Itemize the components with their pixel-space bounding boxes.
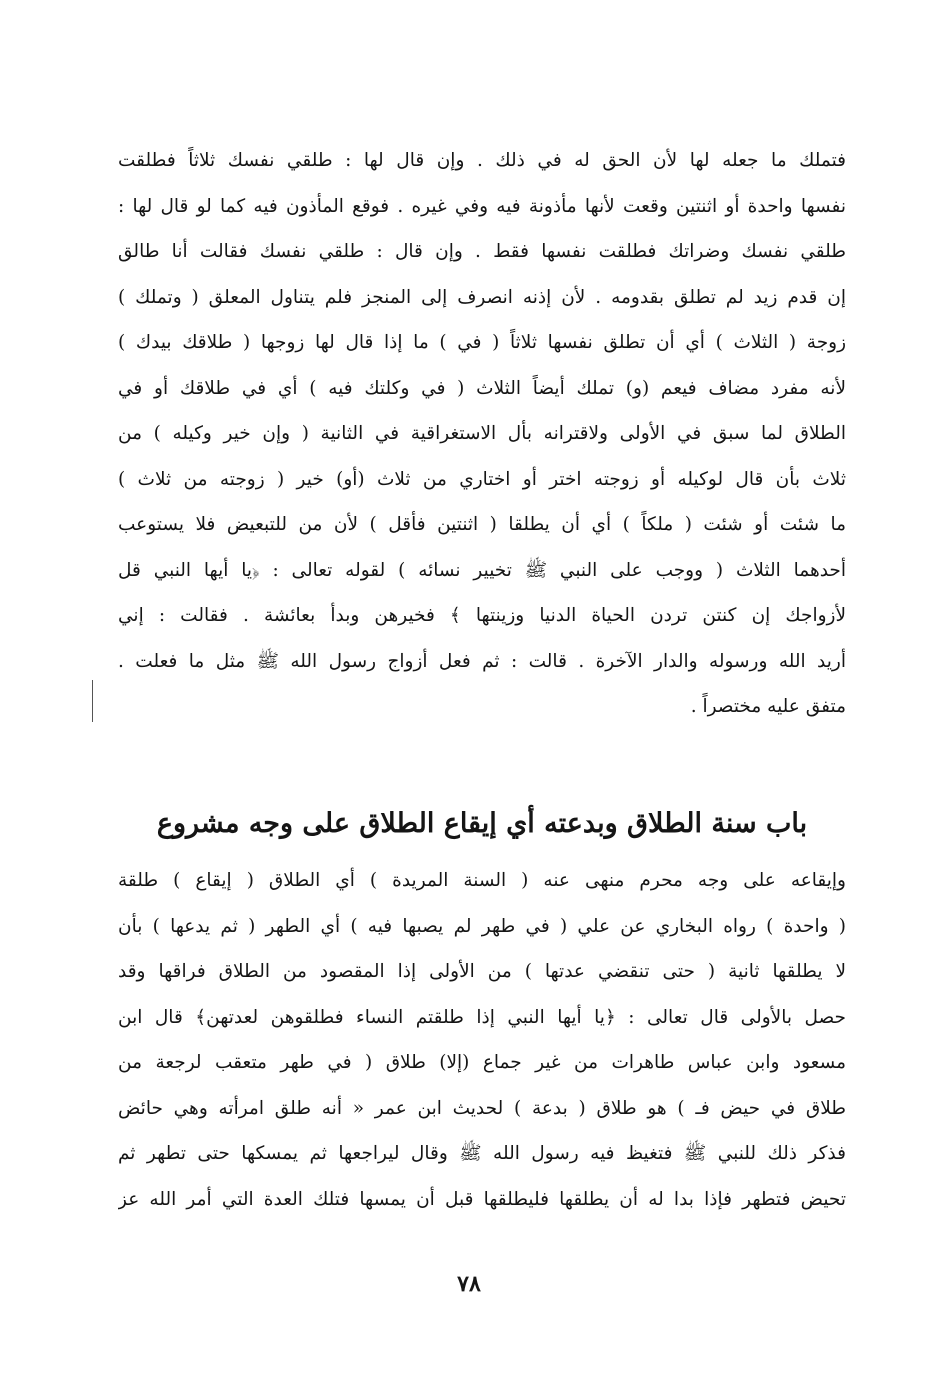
text-line: لا يطلقها ثانية ( حتى تنقضي عدتها ) من الأولى إذا المقصود من الطلاق فراقها وقد	[118, 961, 846, 982]
text-line: مسعود وابن عباس طاهرات من غير جماع (إلا) طلاق ( في طهر متعقب لرجعة من	[118, 1052, 846, 1073]
text-line: أحدهما الثلاث ( ووجب على النبي ﷺ تخيير نسائه ) لقوله تعالى : ﴿يا أيها النبي قل	[118, 559, 846, 581]
text-line: تحيض فتطهر فإذا بدا له أن يطلقها فليطلقها قبل أن يمسها فتلك العدة التي أمر الله عز	[118, 1188, 846, 1210]
margin-rule	[92, 680, 93, 722]
text-line: فتملك ما جعله لها لأن الحق له في ذلك . وإن قال لها : طلقي نفسك ثلاثاً فطلقت	[118, 150, 846, 171]
text-line: إن قدم زيد لم تطلق بقدومه . لأن إذنه انصرف إلى المنجز فلم يتناول المعلق ( وتملك )	[118, 286, 846, 308]
text-line: لأزواجك إن كنتن تردن الحياة الدنيا وزينتها ﴾ فخيرهن وبدأ بعائشة . فقالت : إني	[118, 605, 846, 626]
section-title: باب سنة الطلاق وبدعته أي إيقاع الطلاق على وجه مشروع	[156, 808, 808, 839]
text-line: لأنه مفرد مضاف فيعم (و) تملك أيضاً الثلاث ( في وكلتك فيه ) أي في طلاقك أو في	[118, 377, 846, 399]
text-line: ( واحدة ) رواه البخاري عن علي ( في طهر لم يصبها فيه ) أي الطهر ( ثم يدعها ) بأن	[118, 915, 846, 937]
text-line: ما شئت أو شئت ( ملكاً ) أي أن يطلقا ( اثنتين فأقل ) لأن من للتبعيض فلا يستوعب	[118, 514, 846, 535]
page-number: ٧٨	[457, 1271, 481, 1297]
text-line: متفق عليه مختصراً .	[690, 696, 846, 717]
text-line: أريد الله ورسوله والدار الآخرة . قالت : ثم فعل أزواج رسول الله ﷺ مثل ما فعلت .	[118, 650, 846, 672]
text-line: نفسها واحدة أو اثنتين وقعت لأنها مأذونة فيه وفي غيره . فوقع المأذون فيه كما لو قال لها :	[118, 195, 846, 217]
top-paragraph	[118, 138, 846, 730]
text-line: وإيقاعه على وجه محرم منهى عنه ( السنة المريدة ) أي الطلاق ( إيقاع ) طلقة	[118, 870, 846, 891]
text-line: حصل بالأولى قال تعالى : ﴿يا أيها النبي إذا طلقتم النساء فطلقوهن لعدتهن﴾ قال ابن	[118, 1006, 846, 1028]
text-line: الطلاق لما سبق في الأولى ولاقترانه بأل الاستغراقية في الثانية ( وإن خير وكيله ) من	[118, 423, 846, 444]
text-line: زوجة ( الثلاث ) أي أن تطلق نفسها ثلاثاً ( في ) ما إذا قال لها زوجها ( طلاقك بيدك )	[118, 332, 846, 353]
text-line: طلاق في حيض فـ ) هو طلاق ( بدعة ) لحديث ابن عمر « أنه طلق امرأته وهي حائض	[118, 1097, 846, 1119]
text-line: طلقي نفسك وضراتك فطلقت نفسها فقط . وإن قال : طلقي نفسك فقالت أنا طالق	[118, 241, 846, 262]
text-line: ثلاث بأن قال لوكيله أو زوجته اختر أو اختاري من ثلاث (أو) خير ( زوجته من ثلاث )	[118, 468, 846, 490]
text-line: فذكر ذلك للنبي ﷺ فتغيظ فيه رسول الله ﷺ وقال ليراجعها ثم يمسكها حتى تطهر ثم	[118, 1143, 846, 1164]
bottom-paragraph	[118, 858, 846, 1222]
